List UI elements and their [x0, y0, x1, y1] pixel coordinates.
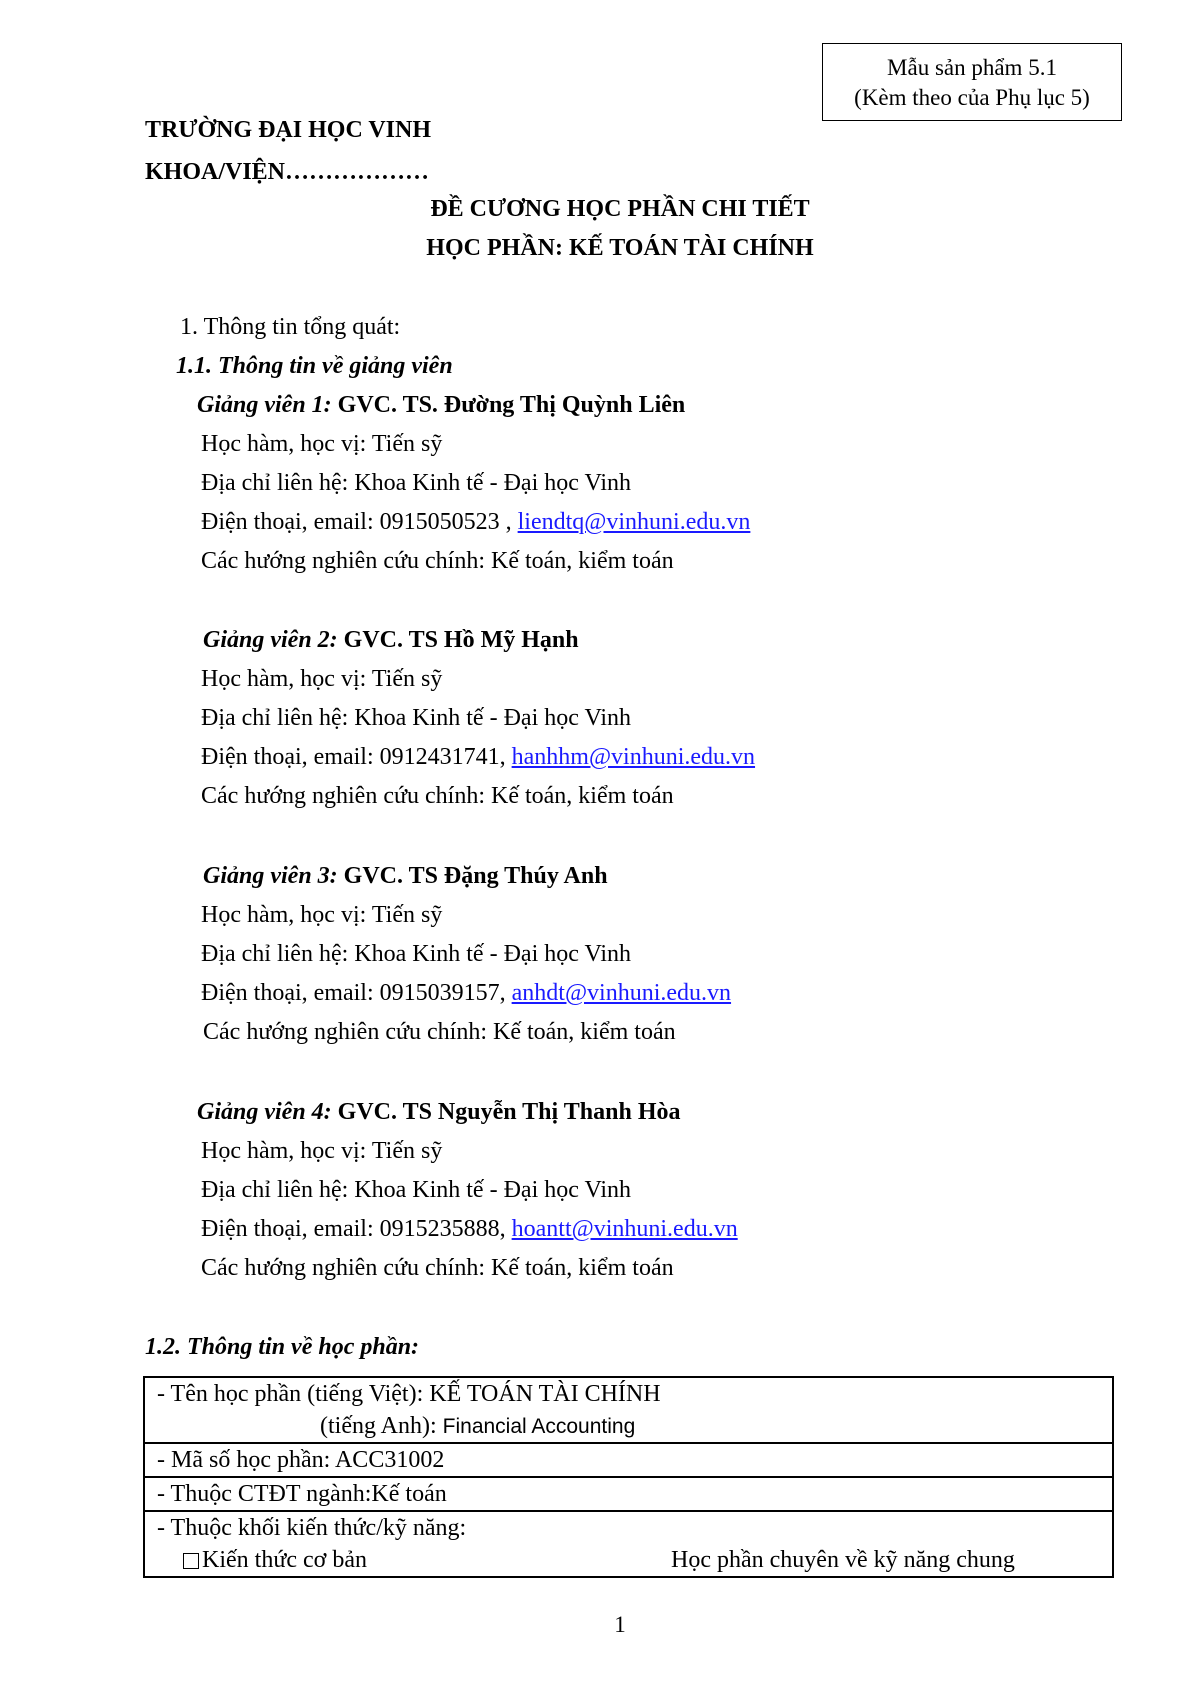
table-row-course-name — [145, 1378, 1112, 1442]
lecturer-label: Giảng viên 2: — [203, 627, 338, 653]
lecturer-address: Địa chỉ liên hệ: Khoa Kinh tế - Đại học Vinh — [201, 1177, 632, 1203]
page-number: 1 — [614, 1612, 626, 1637]
table-row-program — [145, 1476, 1112, 1510]
form-template-note: (Kèm theo của Phụ lục 5) — [854, 85, 1090, 110]
course-name-en-label: (tiếng Anh): — [320, 1413, 443, 1439]
lecturer-name: GVC. TS Đặng Thúy Anh — [337, 863, 608, 889]
course-name-vi: - Tên học phần (tiếng Việt): KẾ TOÁN TÀI CHÍNH — [157, 1381, 661, 1407]
table-row-knowledge-block — [145, 1510, 1112, 1576]
lecturer-research: Các hướng nghiên cứu chính: Kế toán, kiểm toán — [201, 783, 674, 809]
lecturer-degree: Học hàm, học vị: Tiến sỹ — [201, 902, 443, 928]
course-name-en-value: Financial Accounting — [442, 1415, 636, 1438]
lecturer-degree: Học hàm, học vị: Tiến sỹ — [201, 431, 443, 457]
lecturer-label: Giảng viên 4: — [197, 1099, 332, 1125]
option-basic-knowledge-label: Kiến thức cơ bản — [202, 1547, 367, 1573]
lecturer-address: Địa chỉ liên hệ: Khoa Kinh tế - Đại học Vinh — [201, 705, 632, 731]
lecturer-contact — [201, 510, 750, 534]
section-heading-lecturers: 1.1. Thông tin về giảng viên — [176, 353, 453, 379]
course-code: - Mã số học phần: ACC31002 — [157, 1447, 445, 1473]
lecturer-research: Các hướng nghiên cứu chính: Kế toán, kiểm toán — [201, 1255, 674, 1281]
lecturer-email-link[interactable]: hoantt@vinhuni.edu.vn — [511, 1216, 738, 1242]
lecturer-degree: Học hàm, học vị: Tiến sỹ — [201, 666, 443, 692]
lecturer-heading — [197, 1100, 680, 1124]
lecturer-contact — [201, 745, 755, 769]
lecturer-phone: Điện thoại, email: 0915050523 , — [201, 509, 518, 535]
checkbox-basic-knowledge[interactable] — [183, 1553, 199, 1569]
lecturer-label: Giảng viên 1: — [197, 392, 332, 418]
lecturer-degree: Học hàm, học vị: Tiến sỹ — [201, 1138, 443, 1164]
lecturer-phone: Điện thoại, email: 0915235888, — [201, 1216, 512, 1242]
option-general-skill-label: Học phần chuyên về kỹ năng chung — [671, 1547, 1015, 1573]
lecturer-heading — [203, 864, 608, 888]
section-heading-course-info: 1.2. Thông tin về học phần: — [145, 1334, 420, 1360]
lecturer-phone: Điện thoại, email: 0915039157, — [201, 980, 512, 1006]
lecturer-research: Các hướng nghiên cứu chính: Kế toán, kiểm toán — [201, 548, 674, 574]
section-heading-general-info: 1. Thông tin tổng quát: — [180, 314, 401, 340]
lecturer-email-link[interactable]: liendtq@vinhuni.edu.vn — [517, 509, 751, 535]
lecturer-name: GVC. TS. Đường Thị Quỳnh Liên — [331, 392, 686, 418]
document-title: ĐỀ CƯƠNG HỌC PHẦN CHI TIẾT — [430, 196, 810, 222]
lecturer-name: GVC. TS Nguyễn Thị Thanh Hòa — [331, 1099, 681, 1125]
lecturer-label: Giảng viên 3: — [203, 863, 338, 889]
table-row-course-code — [145, 1442, 1112, 1476]
course-program: - Thuộc CTĐT ngành:Kế toán — [157, 1481, 447, 1507]
lecturer-address: Địa chỉ liên hệ: Khoa Kinh tế - Đại học Vinh — [201, 470, 632, 496]
course-title: HỌC PHẦN: KẾ TOÁN TÀI CHÍNH — [426, 235, 814, 261]
lecturer-research: Các hướng nghiên cứu chính: Kế toán, kiểm toán — [203, 1019, 676, 1045]
form-template-box — [822, 43, 1122, 121]
faculty-name: KHOA/VIỆN……………… — [145, 159, 430, 185]
course-name-en-line — [145, 1410, 1112, 1442]
lecturer-contact — [201, 1217, 738, 1241]
university-name: TRƯỜNG ĐẠI HỌC VINH — [145, 117, 432, 143]
lecturer-phone: Điện thoại, email: 0912431741, — [201, 744, 512, 770]
form-template-code: Mẫu sản phẩm 5.1 — [887, 55, 1057, 80]
course-info-table — [143, 1376, 1114, 1578]
lecturer-heading — [197, 393, 685, 417]
lecturer-contact — [201, 981, 731, 1005]
lecturer-email-link[interactable]: anhdt@vinhuni.edu.vn — [511, 980, 732, 1006]
knowledge-options-line — [145, 1544, 1112, 1576]
lecturer-heading — [203, 628, 579, 652]
lecturer-address: Địa chỉ liên hệ: Khoa Kinh tế - Đại học Vinh — [201, 941, 632, 967]
lecturer-email-link[interactable]: hanhhm@vinhuni.edu.vn — [511, 744, 756, 770]
knowledge-block-label: - Thuộc khối kiến thức/kỹ năng: — [157, 1515, 467, 1541]
lecturer-name: GVC. TS Hồ Mỹ Hạnh — [337, 627, 579, 653]
